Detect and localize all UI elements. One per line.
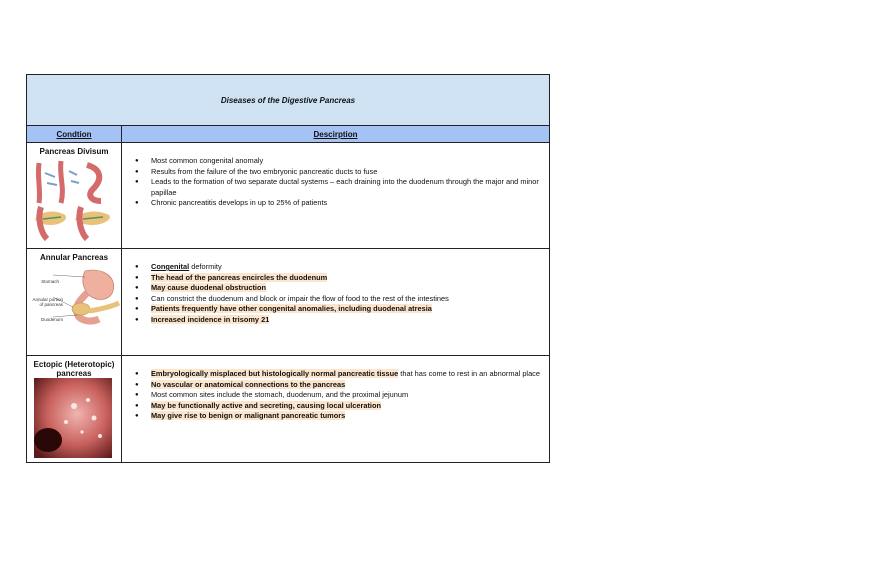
list-item: ● May give rise to benign or malignant pancreatic tumors [151, 411, 547, 422]
list-item: ● Most common congenital anomaly [151, 156, 547, 167]
condition-cell [27, 143, 121, 156]
description-cell [131, 262, 547, 326]
condition-name: Pancreas Divisum [39, 147, 109, 156]
list-item: ● Most common sites include the stomach, duodenum, and the proximal jejunum [151, 390, 547, 401]
table-row [27, 249, 549, 356]
condition-cell [27, 356, 121, 378]
description-cell [131, 369, 547, 422]
figure-label: Stomach [41, 279, 59, 284]
term-congenital: Congenital [151, 262, 190, 271]
description-cell [131, 156, 547, 209]
condition-cell [27, 249, 121, 322]
annular-pancreas-diagram [41, 263, 121, 325]
list-item: ● Patients frequently have other congenital anomalies, including duodenal atresia [151, 304, 547, 315]
figure-label: Duodenum [40, 317, 63, 322]
list-item: ● May cause duodenal obstruction [151, 283, 547, 294]
table-header-row [27, 126, 549, 143]
endoscopy-image [34, 378, 112, 458]
header-description: Descirption [313, 129, 358, 139]
condition-name: Annular Pancreas [39, 253, 109, 262]
list-item: ● No vascular or anatomical connections to the pancreas [151, 380, 547, 391]
figure-label: Annular portion of pancreas [32, 297, 63, 307]
list-item: ● Embryologically misplaced but histologically normal pancreatic tissue that has come to rest in an abnormal place [151, 369, 547, 380]
header-condition: Condtion [56, 129, 92, 139]
bullet-list [131, 369, 547, 422]
table-title: Diseases of the Digestive Pancreas [220, 95, 356, 105]
list-item: ● Can constrict the duodenum and block or impair the flow of food to the rest of the intestines [151, 294, 547, 305]
table-row [27, 356, 549, 462]
table-row [27, 143, 549, 249]
table-title-row [27, 75, 549, 126]
bullet-list [131, 156, 547, 209]
list-item: ● The head of the pancreas encircles the duodenum [151, 273, 547, 284]
list-item: ● Congenital deformity [151, 262, 547, 273]
bullet-list [131, 262, 547, 326]
list-item: ● Chronic pancreatitis develops in up to 25% of patients [151, 198, 547, 209]
condition-name: Ectopic (Heterotopic) pancreas [33, 360, 115, 378]
list-item: ● Leads to the formation of two separate ductal systems – each draining into the duodenum through the major and minor papillae [151, 177, 547, 198]
list-item: ● Results from the failure of the two embryonic pancreatic ducts to fuse [151, 167, 547, 178]
diseases-table [26, 74, 550, 463]
list-item: ● Increased incidence in trisomy 21 [151, 315, 547, 326]
pancreas-divisum-diagram [31, 159, 117, 243]
list-item: ● May be functionally active and secreting, causing local ulceration [151, 401, 547, 412]
